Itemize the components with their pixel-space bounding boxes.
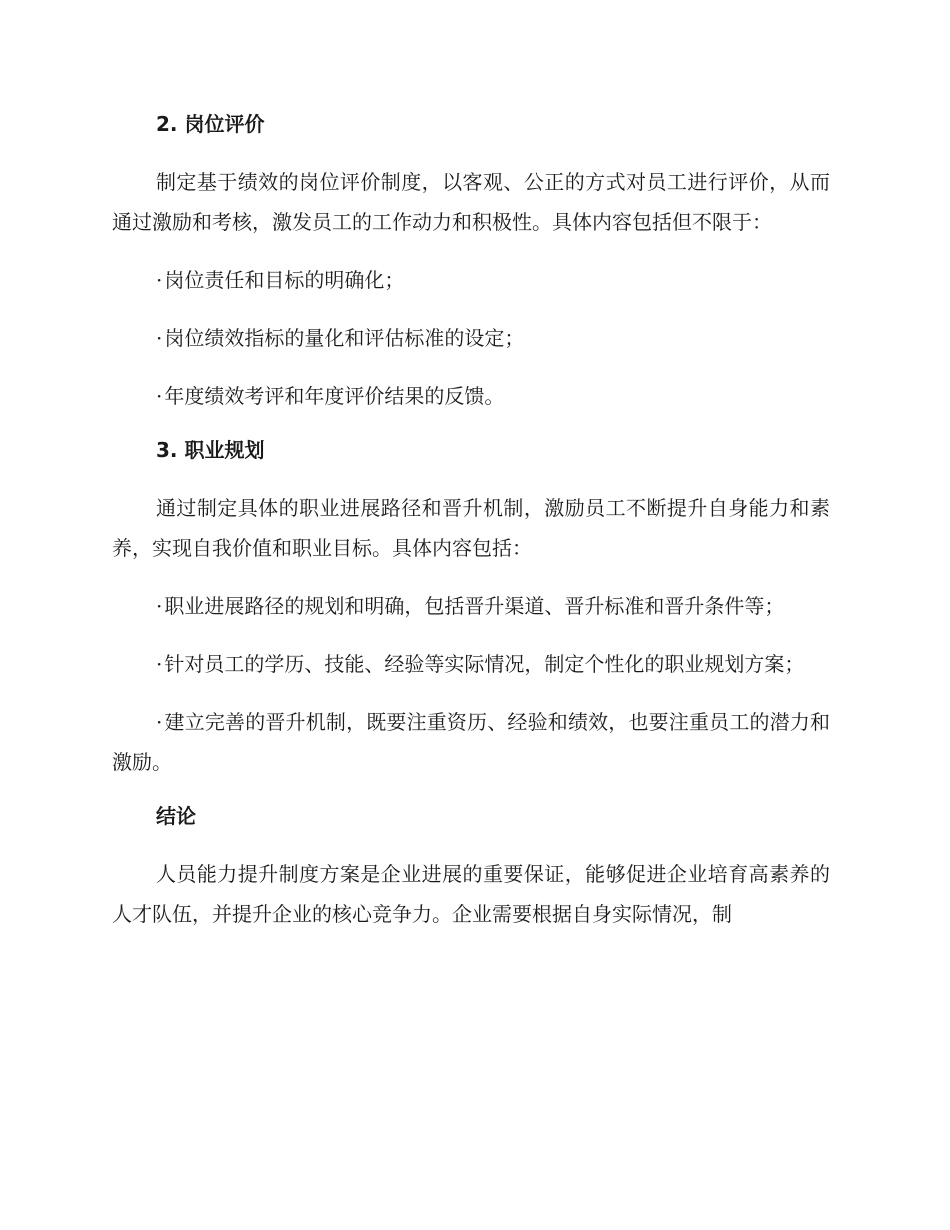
section-heading-job-evaluation: 2. 岗位评价 [156,112,265,136]
section-intro-career-planning: 通过制定具体的职业进展路径和晋升机制，激励员工不断提升自身能力和素养，实现自我价值和职业目标。具体内容包括： [112,496,830,560]
bullet-dot: · [156,326,163,350]
bullet-item [112,318,830,358]
bullet-dot: · [156,710,163,734]
section-heading-conclusion: 结论 [156,804,196,828]
conclusion-text: 人员能力提升制度方案是企业进展的重要保证，能够促进企业培育高素养的人才队伍，并提升企业的核心竞争力。企业需要根据自身实际情况，制 [112,862,830,926]
bullet-text: 建立完善的晋升机制，既要注重资历、经验和绩效，也要注重员工的潜力和激励。 [112,710,830,774]
bullet-item [112,644,830,684]
bullet-text: 岗位绩效指标的量化和评估标准的设定； [164,326,525,350]
section-intro-job-evaluation: 制定基于绩效的岗位评价制度，以客观、公正的方式对员工进行评价，从而通过激励和考核，激发员工的工作动力和积极性。具体内容包括但不限于： [112,170,830,234]
bullet-dot: · [156,652,163,676]
bullet-text: 职业进展路径的规划和明确，包括晋升渠道、晋升标准和晋升条件等； [164,594,785,618]
bullet-item [112,260,830,300]
section-heading-career-planning: 3. 职业规划 [156,438,265,462]
bullet-item [112,702,830,782]
bullet-text: 年度绩效考评和年度评价结果的反馈。 [164,384,505,408]
bullet-text: 针对员工的学历、技能、经验等实际情况，制定个性化的职业规划方案； [164,652,805,676]
document-page [112,108,830,952]
bullet-dot: · [156,268,163,292]
bullet-dot: · [156,384,163,408]
bullet-dot: · [156,594,163,618]
bullet-item [112,376,830,416]
bullet-text: 岗位责任和目标的明确化； [164,268,405,292]
bullet-item [112,586,830,626]
